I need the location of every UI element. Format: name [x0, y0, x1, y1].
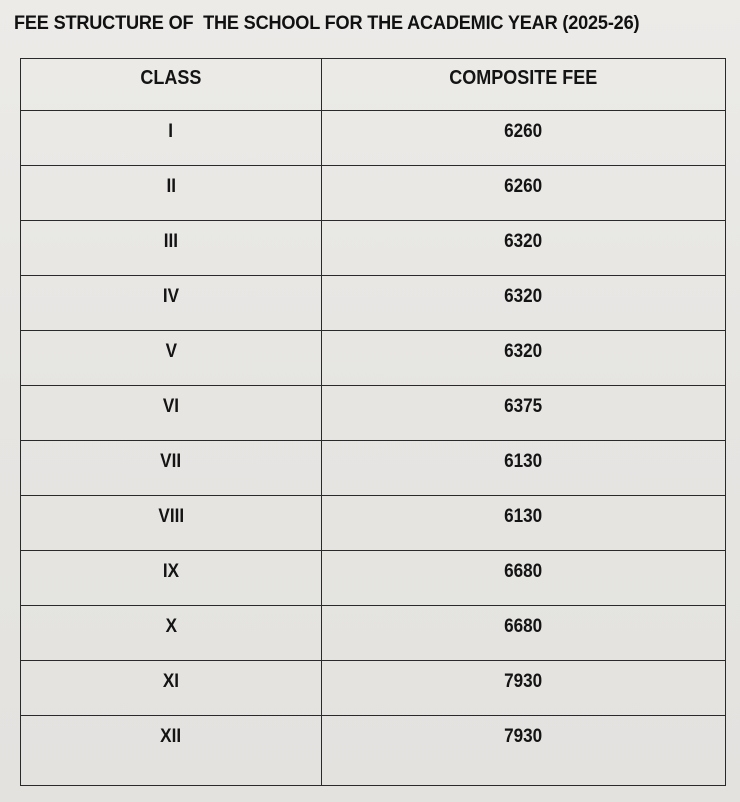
table-row: [21, 221, 726, 276]
class-cell: IV: [21, 276, 322, 331]
fee-cell: 6680: [322, 551, 726, 606]
table-row: [21, 496, 726, 551]
fee-cell: 6375: [322, 386, 726, 441]
table-row: [21, 661, 726, 716]
fee-cell: 6260: [322, 166, 726, 221]
fee-cell: 7930: [322, 716, 726, 786]
table-row: [21, 166, 726, 221]
fee-cell: 6680: [322, 606, 726, 661]
class-cell: V: [21, 331, 322, 386]
class-cell: XI: [21, 661, 322, 716]
document-title: FEE STRUCTURE OF THE SCHOOL FOR THE ACADEMIC YEAR (2025-26): [14, 12, 640, 34]
class-cell: III: [21, 221, 322, 276]
class-cell: VI: [21, 386, 322, 441]
table-row: [21, 606, 726, 661]
class-cell: IX: [21, 551, 322, 606]
class-cell: VIII: [21, 496, 322, 551]
table-row: [21, 441, 726, 496]
fee-cell: 6320: [322, 331, 726, 386]
fee-cell: 6130: [322, 496, 726, 551]
fee-cell: 6130: [322, 441, 726, 496]
column-header-class: CLASS: [21, 59, 322, 111]
column-header-composite-fee: COMPOSITE FEE: [322, 59, 726, 111]
class-cell: II: [21, 166, 322, 221]
class-cell: X: [21, 606, 322, 661]
fee-cell: 6260: [322, 111, 726, 166]
class-cell: VII: [21, 441, 322, 496]
class-cell: XII: [21, 716, 322, 786]
fee-cell: 6320: [322, 276, 726, 331]
fee-cell: 7930: [322, 661, 726, 716]
table-row: [21, 276, 726, 331]
table-row: [21, 716, 726, 786]
fee-structure-table: [20, 58, 726, 786]
table-row: [21, 331, 726, 386]
table-header-row: [21, 59, 726, 111]
table-row: [21, 111, 726, 166]
class-cell: I: [21, 111, 322, 166]
table-row: [21, 386, 726, 441]
fee-cell: 6320: [322, 221, 726, 276]
table-row: [21, 551, 726, 606]
